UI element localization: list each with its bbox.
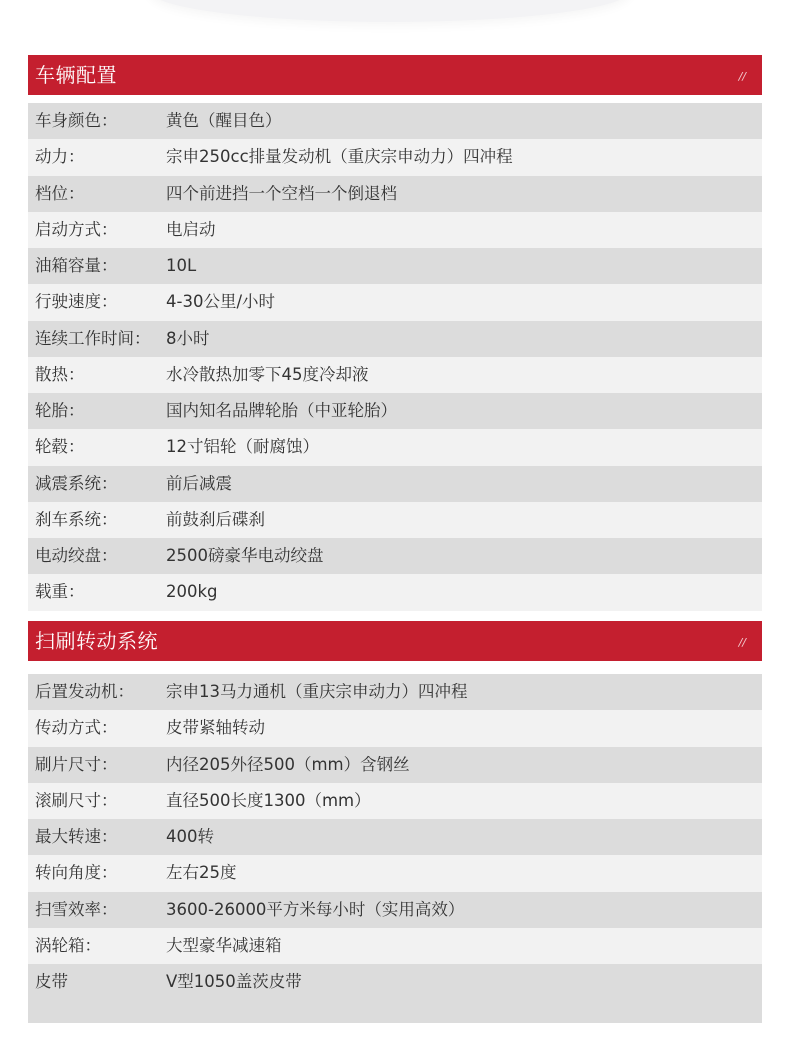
table-row xyxy=(28,783,762,819)
section-mark: // xyxy=(738,70,746,83)
table-row xyxy=(28,248,762,284)
table-row xyxy=(28,819,762,855)
table-row xyxy=(28,855,762,891)
spec-label: 传动方式： xyxy=(35,718,118,738)
spec-value: 前后减震 xyxy=(166,473,232,493)
spec-label: 油箱容量： xyxy=(35,256,118,275)
table-row xyxy=(28,176,762,212)
spec-value: 电启动 xyxy=(166,219,216,239)
table-row xyxy=(28,747,762,783)
spec-label: 扫雪效率： xyxy=(35,899,118,919)
spec-label: 涡轮箱： xyxy=(35,935,101,955)
spec-value: 200kg xyxy=(166,582,218,602)
spec-value: 前鼓刹后碟刹 xyxy=(166,509,265,529)
table-row xyxy=(28,538,762,574)
vehicle-config-table xyxy=(28,103,762,611)
spec-label: 滚刷尺寸： xyxy=(35,790,118,810)
spec-value: 直径500长度1300（mm） xyxy=(166,790,371,810)
table-row xyxy=(28,674,762,710)
spec-label: 减震系统： xyxy=(35,473,118,493)
spec-label: 电动绞盘： xyxy=(35,546,118,565)
table-row xyxy=(28,212,762,248)
spec-label: 刹车系统： xyxy=(35,509,118,529)
spec-value: 宗申13马力通机（重庆宗申动力）四冲程 xyxy=(166,682,468,701)
spec-label: 档位： xyxy=(35,183,85,203)
spec-value: 8小时 xyxy=(166,328,210,348)
spec-value: 400转 xyxy=(166,827,214,846)
table-row xyxy=(28,466,762,502)
spec-label: 行驶速度： xyxy=(35,292,118,312)
spec-value: 宗申250cc排量发动机（重庆宗申动力）四冲程 xyxy=(166,147,513,167)
section-header-brush-system xyxy=(28,621,762,661)
spec-value: 2500磅豪华电动绞盘 xyxy=(166,546,324,565)
spec-label: 散热： xyxy=(35,364,85,384)
spec-value: V型1050盖茨皮带 xyxy=(166,972,302,991)
table-row xyxy=(28,103,762,139)
spec-label: 转向角度： xyxy=(35,863,118,883)
table-row xyxy=(28,964,762,1000)
spec-value: 四个前进挡一个空档一个倒退档 xyxy=(166,183,397,203)
section-header-vehicle-config xyxy=(28,55,762,95)
table-footer-bar xyxy=(28,1000,762,1023)
spec-label: 轮胎： xyxy=(35,401,85,420)
spec-label: 车身颜色： xyxy=(35,111,118,130)
table-row xyxy=(28,710,762,746)
section-title: 车辆配置 xyxy=(35,63,117,87)
table-row xyxy=(28,321,762,357)
spec-value: 12寸铝轮（耐腐蚀） xyxy=(166,437,319,457)
spec-label: 动力： xyxy=(35,147,85,167)
spec-value: 3600-26000平方米每小时（实用高效） xyxy=(166,899,465,919)
table-row xyxy=(28,284,762,320)
spec-value: 大型豪华减速箱 xyxy=(166,935,282,955)
spec-value: 水冷散热加零下45度冷却液 xyxy=(166,364,369,384)
table-row xyxy=(28,574,762,610)
spec-label: 最大转速： xyxy=(35,827,118,846)
table-row xyxy=(28,502,762,538)
spec-value: 10L xyxy=(166,256,197,275)
spec-value: 国内知名品牌轮胎（中亚轮胎） xyxy=(166,401,397,420)
spec-value: 内径205外径500（mm）含钢丝 xyxy=(166,754,410,774)
table-row xyxy=(28,139,762,175)
table-row xyxy=(28,892,762,928)
spec-label: 轮毂： xyxy=(35,437,85,457)
spec-value: 黄色（醒目色） xyxy=(166,111,282,130)
spec-value: 左右25度 xyxy=(166,863,237,883)
spec-label: 载重： xyxy=(35,582,85,602)
top-decorative-curve xyxy=(150,0,630,22)
table-row xyxy=(28,357,762,393)
spec-value: 皮带紧轴转动 xyxy=(166,718,265,738)
section-title: 扫刷转动系统 xyxy=(35,629,158,653)
table-row xyxy=(28,429,762,465)
brush-system-table xyxy=(28,674,762,1023)
table-row xyxy=(28,928,762,964)
spec-label: 后置发动机： xyxy=(35,682,134,701)
spec-label: 启动方式： xyxy=(35,219,118,239)
table-row xyxy=(28,393,762,429)
spec-value: 4-30公里/小时 xyxy=(166,292,276,312)
section-mark: // xyxy=(738,636,746,649)
spec-label: 连续工作时间： xyxy=(35,328,151,348)
spec-label: 刷片尺寸： xyxy=(35,754,118,774)
spec-label: 皮带 xyxy=(35,972,68,991)
